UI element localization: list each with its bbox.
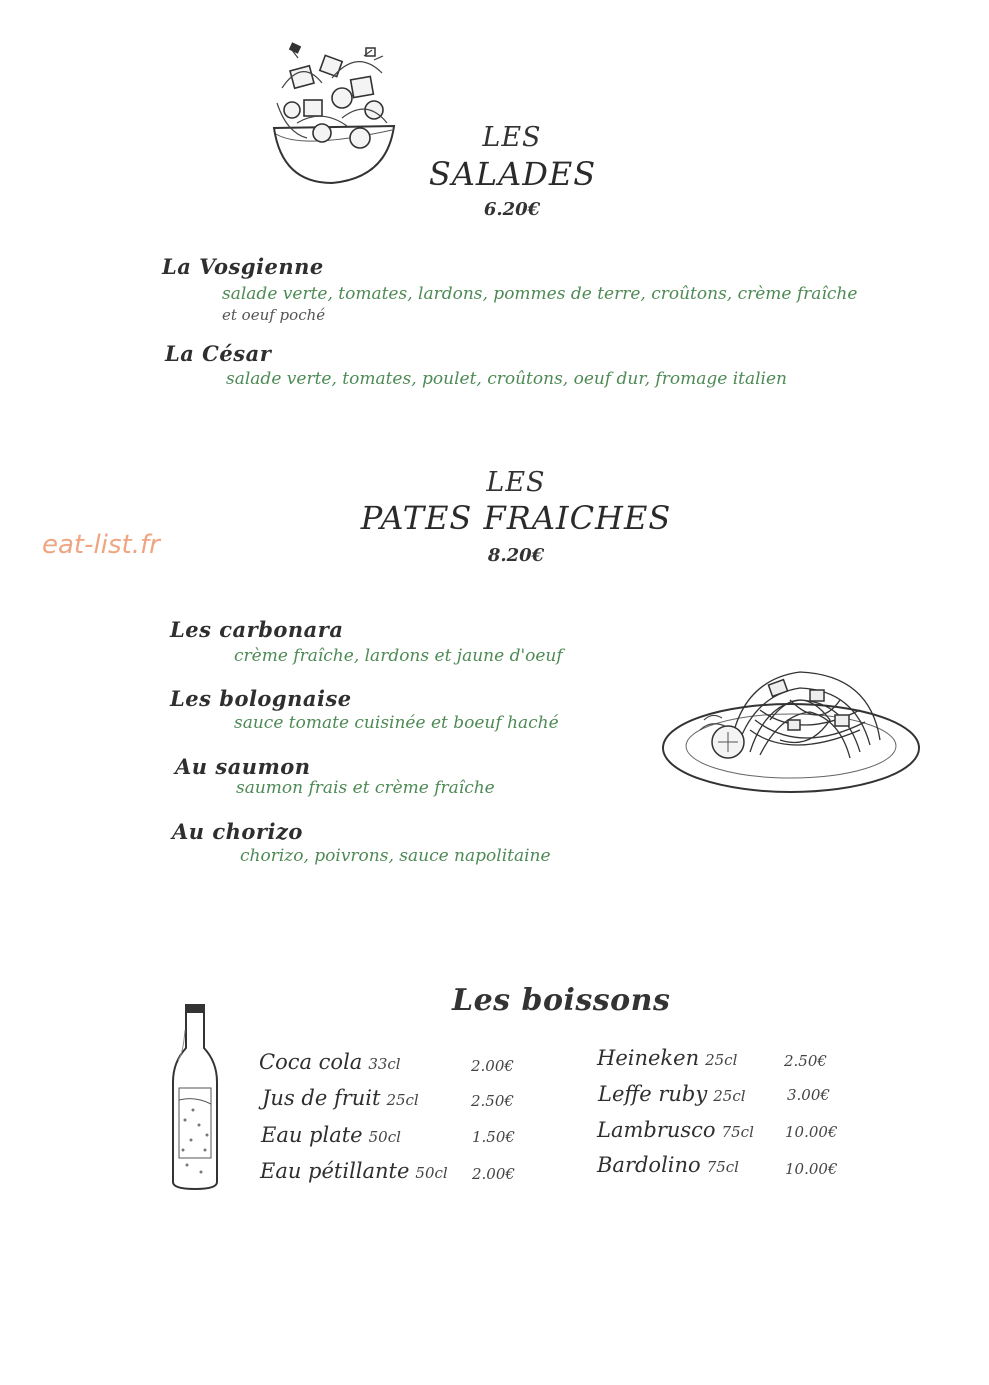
dish-description: crème fraîche, lardons et jaune d'oeuf [234, 646, 563, 666]
drink-name: Coca cola [259, 1050, 363, 1074]
salades-price: 6.20€ [483, 199, 541, 220]
drink-volume: 75cl [721, 1123, 754, 1141]
drink-price: 10.00€ [785, 1160, 838, 1178]
drink-name: Heineken [597, 1046, 700, 1070]
drink-price: 10.00€ [785, 1123, 838, 1141]
drink-volume: 75cl [706, 1158, 739, 1176]
salades-les-label: LES [482, 122, 542, 153]
drink-volume: 50cl [368, 1128, 401, 1146]
boissons-title: Les boissons [452, 983, 671, 1018]
dish-description-cont: et oeuf poché [222, 306, 326, 324]
drink-item [598, 1082, 746, 1106]
drink-price: 2.00€ [471, 1057, 514, 1075]
drink-name: Leffe ruby [598, 1082, 708, 1106]
drink-item [262, 1086, 419, 1110]
dish-description: salade verte, tomates, lardons, pommes de terre, croûtons, crème fraîche [222, 284, 858, 304]
drink-name: Eau pétillante [260, 1159, 410, 1183]
pasta-plate-icon [660, 660, 922, 800]
bottle-icon [165, 1000, 225, 1192]
drink-item [260, 1159, 448, 1183]
drink-name: Bardolino [597, 1153, 701, 1177]
pates-price: 8.20€ [487, 545, 545, 566]
drink-volume: 25cl [705, 1051, 738, 1069]
dish-description: chorizo, poivrons, sauce napolitaine [240, 846, 551, 866]
dish-name: La Vosgienne [162, 254, 324, 279]
pates-les-label: LES [486, 467, 546, 498]
drink-price: 3.00€ [787, 1086, 830, 1104]
dish-name: Les carbonara [170, 617, 344, 642]
drink-volume: 50cl [415, 1164, 448, 1182]
dish-name: La César [165, 341, 272, 366]
drink-name: Jus de fruit [262, 1086, 381, 1110]
dish-description: saumon frais et crème fraîche [236, 778, 495, 798]
drink-name: Lambrusco [597, 1118, 716, 1142]
salades-title: SALADES [428, 155, 597, 193]
drink-price: 2.50€ [784, 1052, 827, 1070]
drink-item [597, 1118, 754, 1142]
drink-volume: 25cl [386, 1091, 419, 1109]
drink-name: Eau plate [261, 1123, 363, 1147]
drink-price: 1.50€ [472, 1128, 515, 1146]
drink-item [261, 1123, 401, 1147]
dish-name: Au saumon [175, 754, 311, 779]
drink-price: 2.50€ [471, 1092, 514, 1110]
drink-volume: 33cl [368, 1055, 401, 1073]
watermark-text: eat-list.fr [42, 530, 160, 560]
dish-name: Les bolognaise [170, 686, 352, 711]
dish-description: sauce tomate cuisinée et boeuf haché [234, 713, 559, 733]
drink-item [597, 1046, 737, 1070]
pates-title: PATES FRAICHES [360, 499, 672, 537]
drink-price: 2.00€ [472, 1165, 515, 1183]
drink-item [259, 1050, 401, 1074]
dish-name: Au chorizo [172, 819, 303, 844]
drink-item [597, 1153, 739, 1177]
drink-volume: 25cl [713, 1087, 746, 1105]
dish-description: salade verte, tomates, poulet, croûtons, oeuf dur, fromage italien [226, 369, 787, 389]
